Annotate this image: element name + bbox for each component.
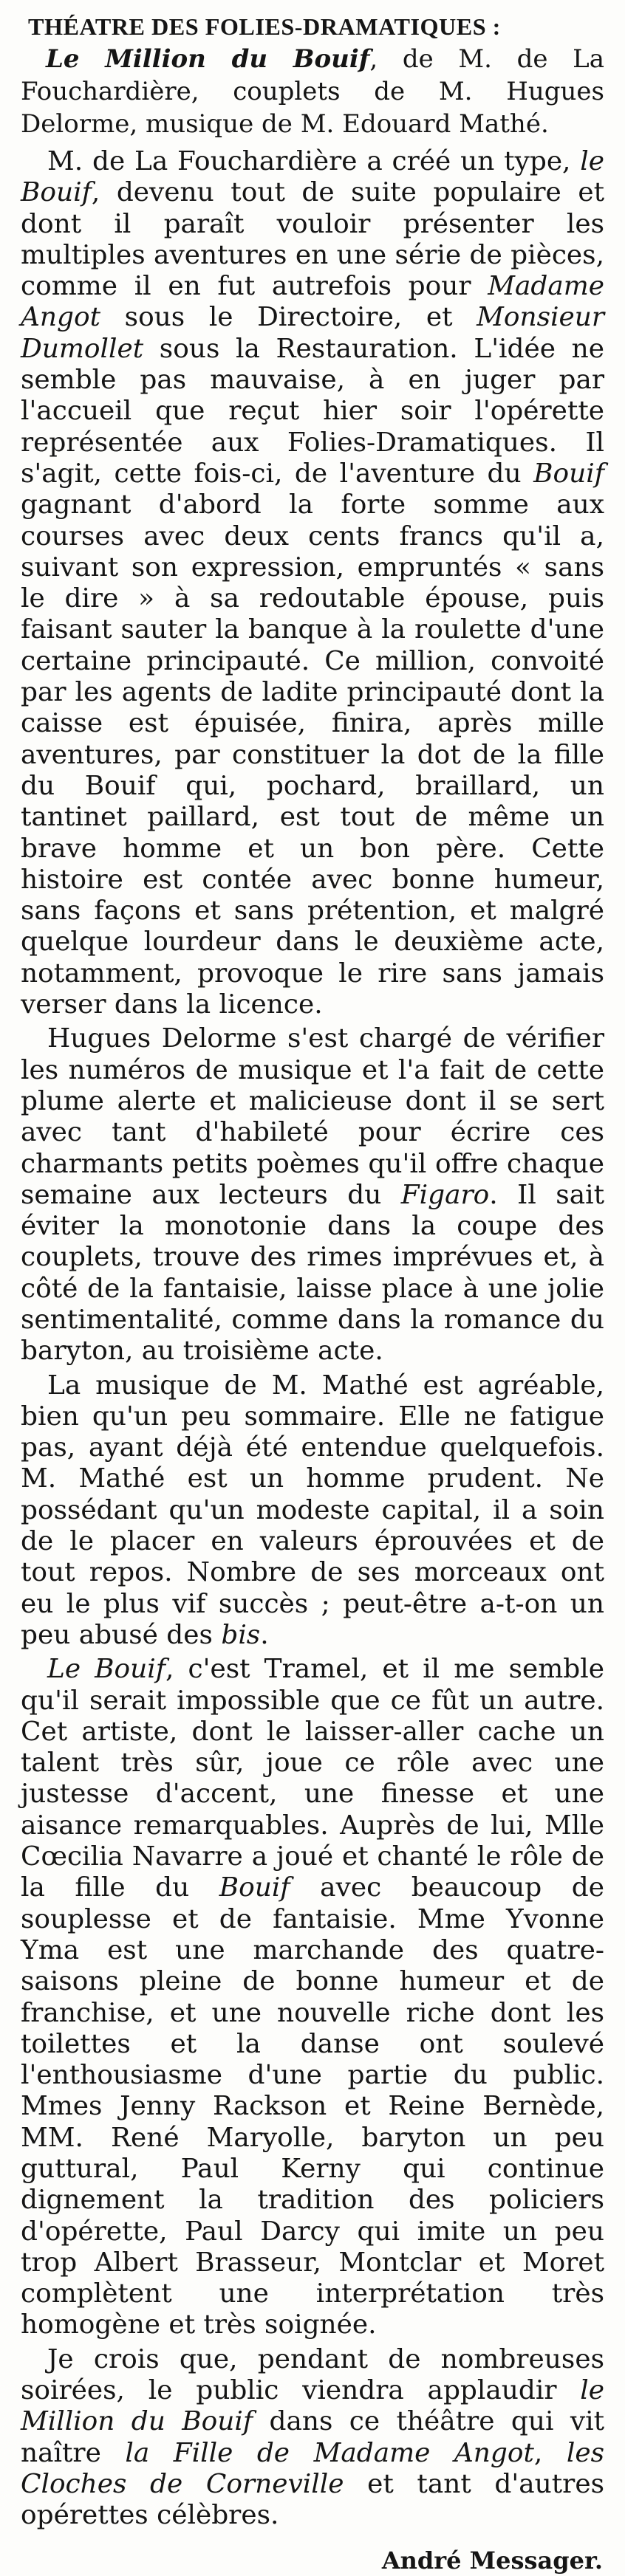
text-run: , c'est Tramel, et il me semble qu'il serait impossible que ce fût un autre. Cet artiste, dont le laisser-aller cache un talent très sûr, joue ce rôle avec une justesse d'accent, une finesse et une aisance remarquables. Auprès de lui, Mlle Cœcilia Navarre a joué et chanté le rôle de la fille du [21,1654,604,1903]
italic-run: Figaro [400,1179,490,1210]
paragraph [21,2344,604,2532]
text-run: Hugues Delorme s'est chargé de vérifier les numéros de musique et l'a fait de cette plume alerte et malicieuse dont il se sert avec tant d'habileté pour écrire ces charmants petits poèmes qu'il offre chaque semaine aux lecteurs du [21,1023,604,1210]
italic-run: le Bouif [21,146,604,208]
italic-run: Bouif [219,1872,290,1903]
text-run: dans ce théâtre qui vit naître [21,2406,604,2468]
article-heading: THÉATRE DES FOLIES-DRAMATIQUES : [28,13,501,40]
italic-run: la Fille de Madame Angot [125,2437,534,2468]
paragraph [21,1654,604,2341]
italic-run: les Cloches de Corneville [21,2437,604,2499]
text-run: sous le Directoire, et [100,302,477,333]
text-run: M. de La Fouchardière a créé un type, [47,146,581,176]
article-intro [21,43,604,140]
italic-run: le Million du Bouif [21,2375,604,2437]
article [21,10,604,2576]
italic-run: Madame Angot [21,271,604,333]
text-run: et tant d'autres opérettes célèbres. [21,2468,604,2531]
text-run: La musique de M. Mathé est agréable, bien qu'un peu sommaire. Elle ne fatigue pas, ayant déjà été entendue quelquefois. M. Mathé est un homme prudent. Ne possédant qu'un modeste capital, il a soin de le placer en valeurs éprouvées et de tout repos. Nombre de ses morceaux ont eu le plus vif succès ; peut-être a-t-on un peu abusé des [21,1370,604,1650]
text-run: . Il sait éviter la monotonie dans la coupe des couplets, trouve des rimes imprévues et, à côté de la fantaisie, laisse place à une jolie sentimentalité, comme dans la romance du baryton, au troisième acte. [21,1179,604,1367]
text-run: sous la Restauration. L'idée ne semble pas mauvaise, à en juger par l'accueil que reçut hier soir l'opérette représentée aux Folies-Dramatiques. Il s'agit, cette fois-ci, de l'aventure du [21,333,604,489]
italic-run: Bouif [533,458,604,489]
text-run: gagnant d'abord la forte somme aux courses avec deux cents francs qu'il a, suivant son expression, empruntés « sans le dire » à sa redoutable épouse, puis faisant sauter la banque à la roulette d'une certaine principauté. Ce million, convoité par les agents de ladite principauté dont la caisse est épuisée, finira, après mille aventures, par constituer la dot de la fille du Bouif qui, pochard, braillard, un tantinet paillard, est tout de même un brave homme et un bon père. Cette histoire est contée avec bonne humeur, sans façons et sans prétention, et malgré quelque lourdeur dans le deuxième acte, notamment, provoque le rire sans jamais verser dans la licence. [21,490,604,1020]
text-run: , devenu tout de suite populaire et dont il paraît vouloir présenter les multiples aventures en une série de pièces, comme il en fut autrefois pour [21,177,604,302]
text-run: . [260,1619,269,1650]
play-title: Le Million du Bouif [46,44,370,74]
text-run: , [533,2437,567,2468]
paragraph [21,1023,604,1367]
author-signature: André Messager. [381,2546,603,2575]
paragraph [21,146,604,1020]
article-body [21,146,604,2532]
text-run: avec beaucoup de souplesse et de fantaisie. Mme Yvonne Yma est une marchande des quatre-saisons pleine de bonne humeur et de franchise, et une nouvelle riche dont les toilettes et la danse ont soulevé l'enthousiasme d'une partie du public. Mmes Jenny Rackson et Reine Bernède, MM. René Maryolle, baryton un peu guttural, Paul Kerny qui continue dignement la tradition des policiers d'opérette, Paul Darcy qui imite un peu trop Albert Brasseur, Montclar et Moret complètent une interprétation très homogène et très soignée. [21,1872,604,2340]
paragraph [21,1370,604,1652]
play-credits: , de M. de La Fouchardière, couplets de M. Hugues Delorme, musique de M. Edouard Mathé. [21,44,604,139]
italic-run: bis [221,1619,261,1650]
italic-run: Le Bouif [47,1654,166,1685]
text-run: Je crois que, pendant de nombreuses soirées, le public viendra applaudir [21,2343,604,2406]
italic-run: Monsieur Dumollet [21,302,604,364]
